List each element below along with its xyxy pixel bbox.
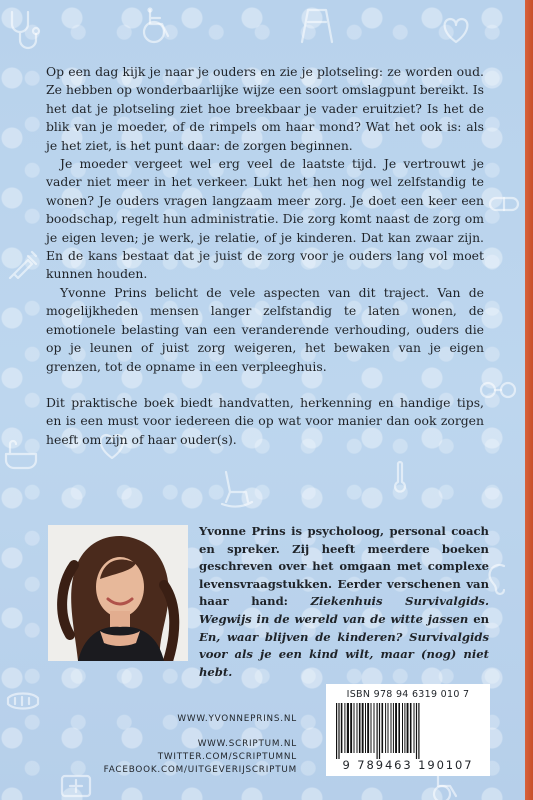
spine-edge [525, 0, 533, 800]
publisher-website[interactable]: WWW.SCRIPTUM.NL [197, 739, 297, 749]
publisher-links [104, 713, 297, 777]
blurb-paragraph: Je moeder vergeet wel erg veel de laatste tijd. Je vertrouwt je vader niet meer in het verkeer. Lukt het hen nog wel zelfstandig te wonen? Je ouders vragen langzaam meer zorg. Je doet een keer een boodschap, regelt hun administratie. Die zorg komt naast de zorg om je eigen leven; je werk, je relatie, of je kinderen. Dat kan zwaar zijn. En de kans bestaat dat je juist de zorg voor je ouders lang vol moet kunnen houden. [46, 156, 484, 282]
barcode [334, 703, 482, 759]
isbn-text: ISBN 978 94 6319 010 7 [346, 689, 470, 700]
book-blurb [46, 63, 484, 449]
author-bio [199, 523, 489, 681]
barcode-box [326, 684, 490, 776]
blurb-paragraph: Dit praktische boek biedt handvatten, herkenning en handige tips, en is een must voor iedereen die op wat voor manier dan ook zorgen heeft om zijn of haar ouder(s). [46, 394, 484, 447]
blurb-paragraph: Yvonne Prins belicht de vele aspecten van dit traject. Van de mogelijkheden mensen langer zelfstandig te laten wonen, de emotionele belasting van een veranderende verhouding, ouders die op je leunen of juist zorg weigeren, het bewaken van je eigen grenzen, tot de opname in een verpleeghuis. [46, 284, 484, 374]
bio-book-title: En, waar blijven de kinderen? Survivalgids voor als je een kind wilt, maar (nog) niet hebt. [199, 629, 489, 679]
author-photo [48, 525, 188, 661]
bio-conjunction: en [468, 611, 489, 626]
bio-book-title: Ziekenhuis Survivalgids. Wegwijs in de wereld van de witte jassen [199, 594, 489, 626]
bio-intro: Yvonne Prins is psycholoog, personal coach en spreker. Zij heeft meerdere boeken geschreven over het omgaan met complexe levensvraagstukken. Eerder verschenen van haar hand: [199, 524, 489, 609]
blurb-paragraph: Op een dag kijk je naar je ouders en zie je plotseling: ze worden oud. Ze hebben op wonderbaarlijke wijze een soort omslagpunt bereikt. Is het dat je plotseling ziet hoe breekbaar je vader eruitziet? Is het de blik van je moeder, of de rimpels om haar mond? Wat het ook is: als je het ziet, is het punt daar: de zorgen beginnen. [46, 64, 484, 153]
author-website[interactable]: WWW.YVONNEPRINS.NL [177, 714, 297, 724]
facebook-link[interactable]: FACEBOOK.COM/UITGEVERIJSCRIPTUM [103, 765, 297, 775]
ean-number: 9 789463 190107 [342, 758, 474, 772]
twitter-link[interactable]: TWITTER.COM/SCRIPTUMNL [157, 752, 297, 762]
